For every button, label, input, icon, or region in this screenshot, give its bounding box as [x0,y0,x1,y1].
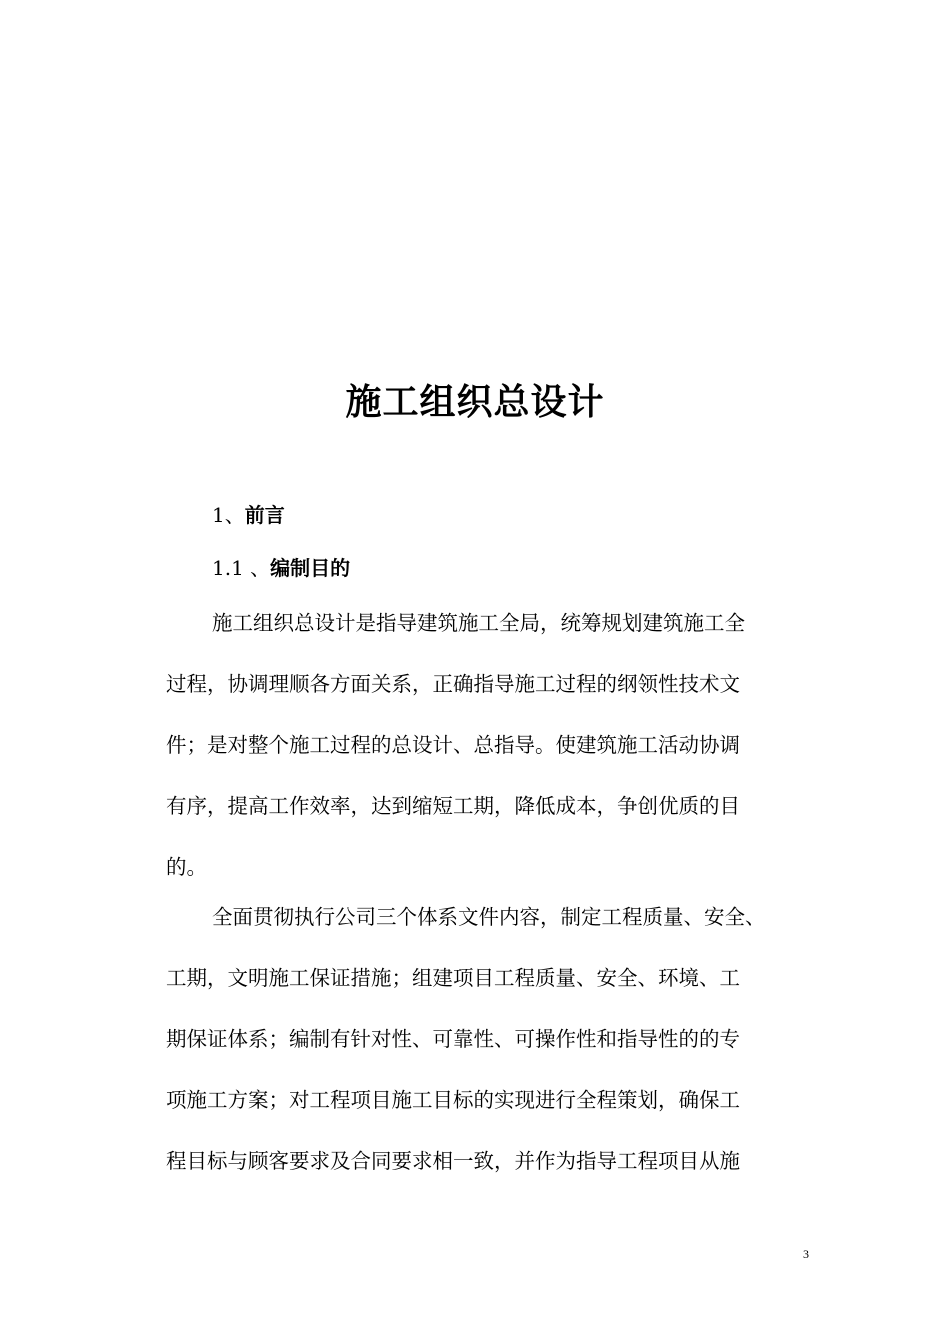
document-title: 施工组织总设计 [345,382,605,423]
section-label: 前言 [244,503,285,527]
paragraph-implementation [166,887,826,1192]
section-label: 编制目的 [270,556,351,580]
paragraph-line: 有序，提高工作效率，达到缩短工期，降低成本，争创优质的目 [166,794,740,818]
paragraph-line: 的。 [166,855,207,879]
section-number: 1、 [212,503,245,527]
paragraph-line: 工期，文明施工保证措施；组建项目工程质量、安全、环境、工 [166,966,740,990]
section-heading-1-1 [212,554,350,582]
section-number: 1.1 、 [212,556,271,580]
paragraph-line: 施工组织总设计是指导建筑施工全局，统筹规划建筑施工全 [212,611,745,635]
paragraph-line: 全面贯彻执行公司三个体系文件内容，制定工程质量、安全、 [212,905,766,929]
section-heading-1 [212,501,285,529]
paragraph-purpose [166,593,826,898]
paragraph-line: 过程，协调理顺各方面关系，正确指导施工过程的纲领性技术文 [166,672,740,696]
paragraph-line: 件；是对整个施工过程的总设计、总指导。使建筑施工活动协调 [166,733,740,757]
paragraph-line: 项施工方案；对工程项目施工目标的实现进行全程策划，确保工 [166,1088,740,1112]
paragraph-line: 程目标与顾客要求及合同要求相一致，并作为指导工程项目从施 [166,1149,740,1173]
page-number: 3 [803,1247,809,1261]
paragraph-line: 期保证体系；编制有针对性、可靠性、可操作性和指导性的的专 [166,1027,740,1051]
